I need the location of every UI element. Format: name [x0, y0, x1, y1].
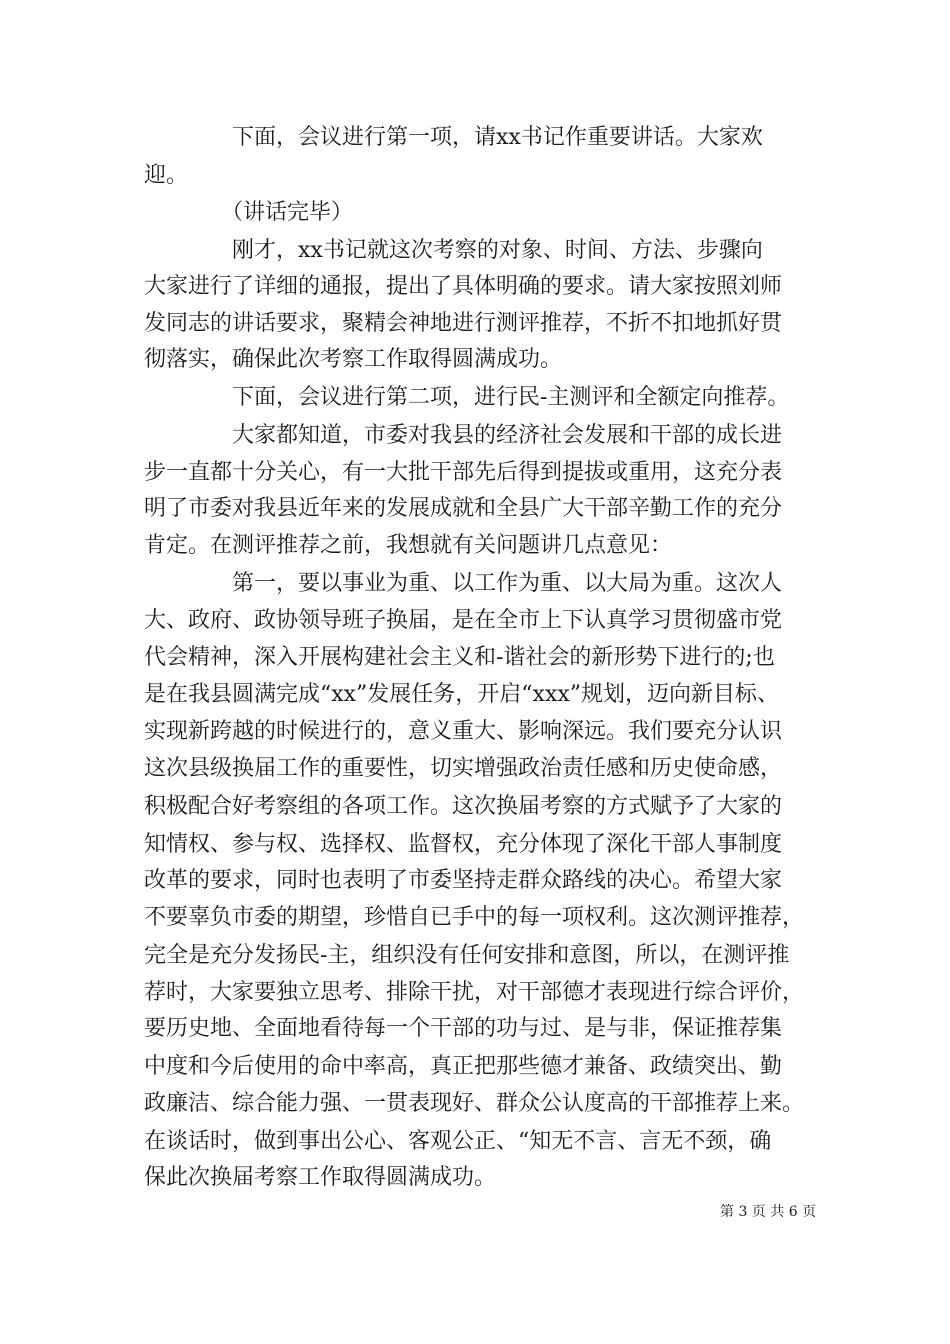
text-line: 保此次换届考察工作取得圆满成功。	[144, 1165, 497, 1190]
text-line: 彻落实，确保此次考察工作取得圆满成功。	[144, 347, 563, 372]
text-line: 这次县级换届工作的重要性，切实增强政治责任感和历史使命感，	[144, 756, 783, 781]
text-line: 是在我县圆满完成“xx”发展任务，开启“xxx”规划，迈向新目标、	[144, 682, 780, 707]
text-line: 下面，会议进行第二项，进行民-主测评和全额定向推荐。	[144, 385, 790, 410]
text-line: 知情权、参与权、选择权、监督权，充分体现了深化干部人事制度	[144, 832, 783, 857]
text-line: 实现新跨越的时候进行的，意义重大、影响深远。我们要充分认识	[144, 719, 783, 744]
text-line: 下面，会议进行第一项，请xx书记作重要讲话。大家欢	[144, 125, 763, 150]
text-line: 刚才，xx书记就这次考察的对象、时间、方法、步骤向	[144, 238, 763, 263]
text-line: 大、政府、政协领导班子换届，是在全市上下认真学习贯彻盛市党	[144, 608, 783, 633]
text-line: 代会精神，深入开展构建社会主义和-谐社会的新形势下进行的;也	[144, 645, 775, 670]
text-line: 积极配合好考察组的各项工作。这次换届考察的方式赋予了大家的	[144, 794, 783, 819]
text-line: 肯定。在测评推荐之前，我想就有关问题讲几点意见：	[144, 533, 673, 558]
text-line: 中度和今后使用的命中率高，真正把那些德才兼备、政绩突出、勤	[144, 1054, 783, 1079]
text-line: 在谈话时，做到事出公心、客观公正、“知无不言、言无不颈，确	[144, 1129, 772, 1154]
text-line: 要历史地、全面地看待每一个干部的功与过、是与非，保证推荐集	[144, 1016, 783, 1041]
text-line: 发同志的讲话要求，聚精会神地进行测评推荐，不折不扣地抓好贯	[144, 311, 783, 336]
text-line: 大家都知道，市委对我县的经济社会发展和干部的成长进	[144, 423, 783, 448]
text-line: 步一直都十分关心，有一大批干部先后得到提拔或重用，这充分表	[144, 460, 783, 485]
text-line: 不要辜负市委的期望，珍惜自已手中的每一项权利。这次测评推荐，	[144, 905, 805, 930]
text-line: 迎。	[144, 163, 189, 188]
text-line: 完全是充分发扬民-主，组织没有任何安排和意图，所以，在测评推	[144, 943, 790, 968]
text-line: 荐时，大家要独立思考、排除干扰，对干部德才表现进行综合评价，	[144, 980, 805, 1005]
text-line: （讲话完毕）	[144, 200, 354, 225]
text-line: 明了市委对我县近年来的发展成就和全县广大干部辛勤工作的充分	[144, 496, 783, 521]
text-line: 第一，要以事业为重、以工作为重、以大局为重。这次人	[144, 571, 783, 596]
text-line: 大家进行了详细的通报，提出了具体明确的要求。请大家按照刘师	[144, 274, 783, 299]
text-line: 改革的要求，同时也表明了市委坚持走群众路线的决心。希望大家	[144, 868, 783, 893]
page-number: 第 3 页 共 6 页	[720, 1204, 817, 1220]
text-line: 政廉洁、综合能力强、一贯表现好、群众公认度高的干部推荐上来。	[144, 1091, 805, 1116]
